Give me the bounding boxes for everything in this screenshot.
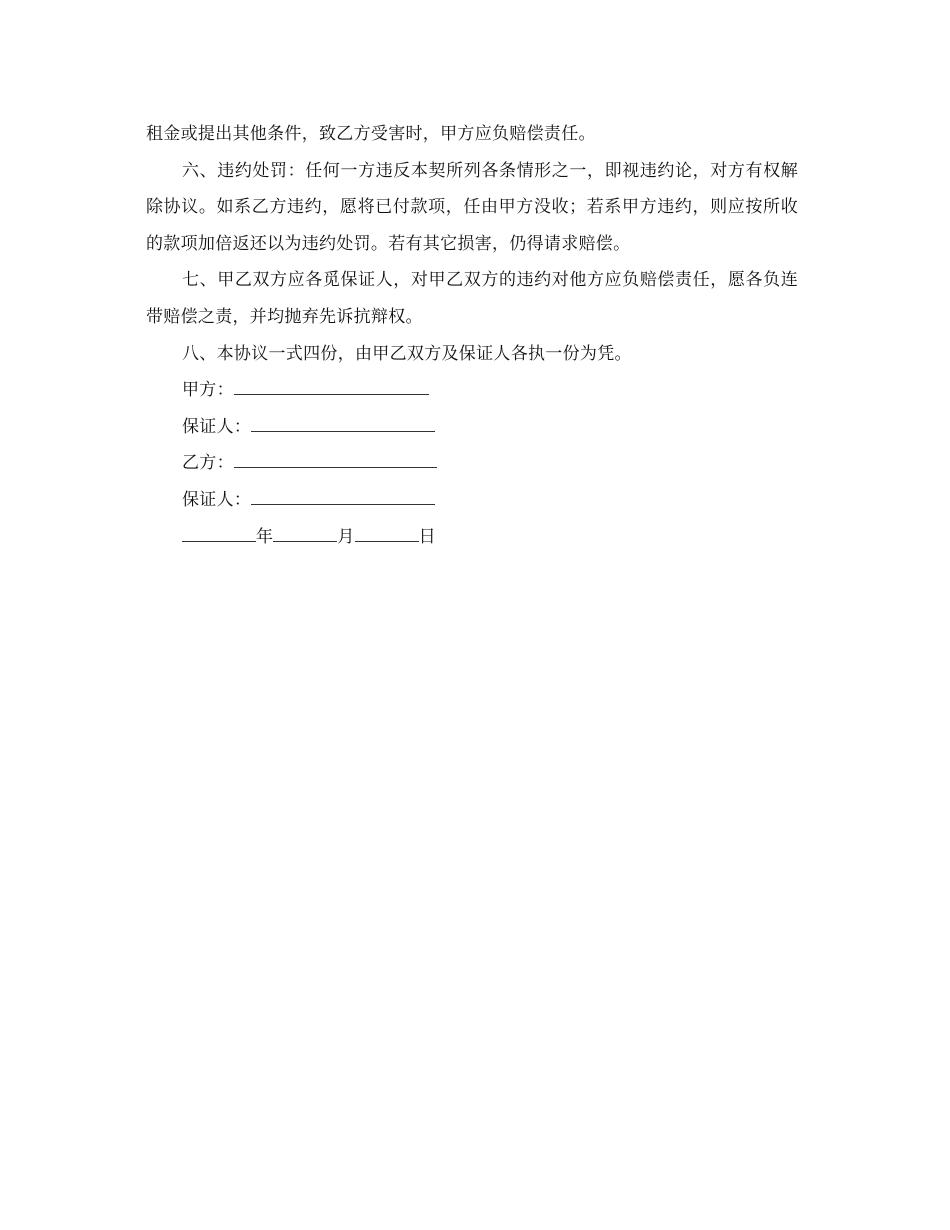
party-a-label: 甲方： [182,380,234,401]
date-line [146,519,798,556]
party-b-signature-line [146,445,798,482]
year-blank [182,521,256,542]
paragraph-copies: 八、本协议一式四份，由甲乙双方及保证人各执一份为凭。 [182,343,632,364]
day-blank [355,521,419,542]
paragraph-continuation: 租金或提出其他条件，致乙方受害时，甲方应负赔偿责任。 [146,124,596,144]
party-b-blank [234,447,437,468]
paragraph-guarantors: 七、甲乙双方应各觅保证人，对甲乙双方的违约对他方应负赔偿责任，愿各负连带赔偿之责，并均抛弃先诉抗辩权。 [146,270,798,327]
guarantor-a-signature-line [146,409,798,446]
party-b-label: 乙方： [182,453,234,474]
guarantor-b-blank [251,484,435,505]
day-label: 日 [418,526,436,547]
guarantor-b-signature-line [146,482,798,519]
guarantor-a-label: 保证人： [182,416,252,437]
party-a-signature-line [146,372,798,409]
month-blank [273,521,337,542]
year-label: 年 [256,526,274,547]
guarantor-a-blank [251,411,435,432]
party-a-blank [234,374,429,395]
guarantor-b-label: 保证人： [182,489,252,510]
month-label: 月 [337,526,355,547]
paragraph-breach-penalty: 六、违约处罚：任何一方违反本契所列各条情形之一，即视违约论，对方有权解除协议。如系乙方违约，愿将已付款项，任由甲方没收；若系甲方违约，则应按所收的款项加倍返还以为违约处罚。若有其它损害，仍得请求赔偿。 [146,160,798,254]
document-body [146,116,798,555]
